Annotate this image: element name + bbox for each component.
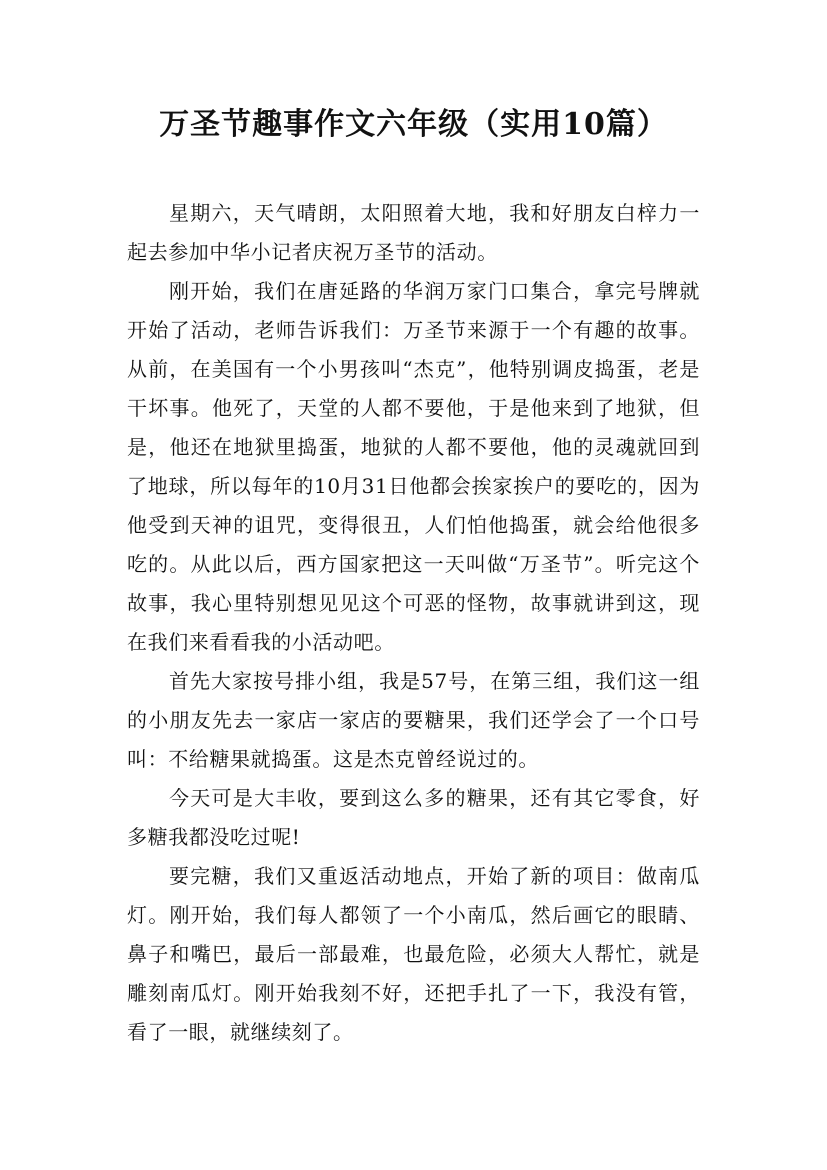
paragraph: 刚开始，我们在唐延路的华润万家门口集合，拿完号牌就开始了活动，老师告诉我们：万圣节来源于一个有趣的故事。从前，在美国有一个小男孩叫“杰克”，他特别调皮捣蛋，老是干坏事。他死了，天堂的人都不要他，于是他来到了地狱，但是，他还在地狱里捣蛋，地狱的人都不要他，他的灵魂就回到了地球，所以每年的10月31日他都会挨家挨户的要吃的，因为他受到天神的诅咒，变得很丑，人们怕他捣蛋，就会给他很多吃的。从此以后，西方国家把这一天叫做“万圣节”。听完这个故事，我心里特别想见见这个可恶的怪物，故事就讲到这，现在我们来看看我的小活动吧。 [127,279,700,654]
document-body [127,194,700,1052]
paragraph: 要完糖，我们又重返活动地点，开始了新的项目：做南瓜灯。刚开始，我们每人都领了一个小南瓜，然后画它的眼睛、鼻子和嘴巴，最后一部最难，也最危险，必须大人帮忙，就是雕刻南瓜灯。刚开始我刻不好，还把手扎了一下，我没有管，看了一眼，就继续刻了。 [127,864,700,1044]
paragraph: 星期六，天气晴朗，太阳照着大地，我和好朋友白梓力一起去参加中华小记者庆祝万圣节的活动。 [127,201,700,264]
paragraph: 首先大家按号排小组，我是57号，在第三组，我们这一组的小朋友先去一家店一家店的要糖果，我们还学会了一个口号叫：不给糖果就捣蛋。这是杰克曾经说过的。 [127,669,700,771]
paragraph: 今天可是大丰收，要到这么多的糖果，还有其它零食，好多糖我都没吃过呢! [127,786,700,849]
document-title: 万圣节趣事作文六年级（实用10篇） [159,107,668,142]
